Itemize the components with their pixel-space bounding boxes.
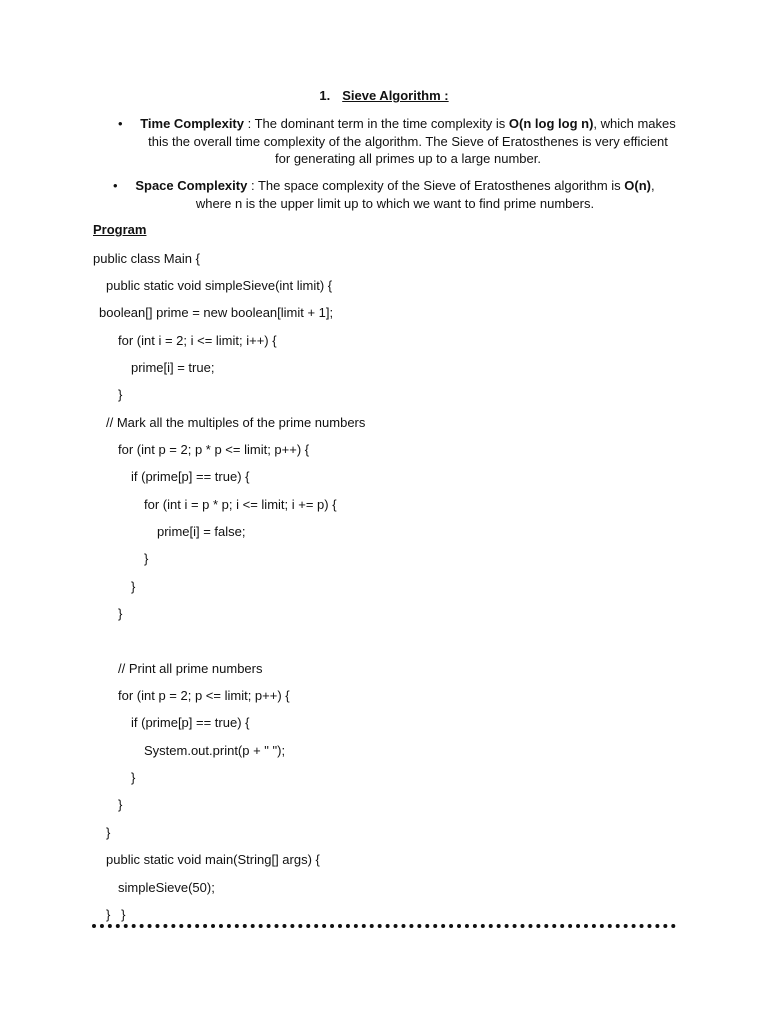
bullet-highlight: O(n log log n) [508, 116, 594, 131]
bullet-term: Space Complexity [135, 178, 248, 193]
code-line: for (int p = 2; p * p <= limit; p++) { [118, 442, 310, 457]
bullet-dot-icon: • [118, 116, 123, 131]
code-line: prime[i] = true; [131, 360, 215, 375]
code-line: simpleSieve(50); [118, 880, 215, 895]
code-line: if (prime[p] == true) { [131, 715, 250, 730]
code-line: } [118, 606, 123, 621]
section-heading [0, 88, 768, 103]
code-comment: // Mark all the multiples of the prime numbers [106, 415, 366, 430]
code-line: } [144, 551, 149, 566]
bullet-text: : The space complexity of the Sieve of Eratosthenes algorithm is [247, 178, 625, 193]
program-label: Program [93, 222, 147, 237]
code-line: boolean[] prime = new boolean[limit + 1]; [99, 305, 334, 320]
code-line: for (int i = 2; i <= limit; i++) { [118, 333, 277, 348]
code-line: } [106, 825, 111, 840]
code-line: public static void simpleSieve(int limit) { [106, 278, 333, 293]
bullet-dot-icon: • [113, 178, 118, 193]
code-line: } [131, 770, 136, 785]
code-line: } [131, 579, 136, 594]
bullet-term: Time Complexity [140, 116, 244, 131]
bullet-time-complexity [118, 115, 676, 168]
code-line: if (prime[p] == true) { [131, 469, 250, 484]
code-comment: // Print all prime numbers [118, 661, 263, 676]
code-line: for (int p = 2; p <= limit; p++) { [118, 688, 290, 703]
code-line: } } [106, 907, 126, 922]
code-line: } [118, 387, 123, 402]
bullet-space-complexity [113, 177, 655, 212]
bullet-text: , which makes this the overall time complexity of the algorithm. The Sieve of Eratosthenes is very efficient for generating all primes up to a large number. [148, 116, 676, 166]
dotted-divider [92, 924, 676, 928]
code-line: public class Main { [93, 251, 200, 266]
code-line: public static void main(String[] args) { [106, 852, 320, 867]
bullet-highlight: O(n) [624, 178, 652, 193]
bullet-text: , where n is the upper limit up to which we want to find prime numbers. [195, 178, 655, 211]
code-line: System.out.print(p + " "); [144, 743, 286, 758]
code-line: for (int i = p * p; i <= limit; i += p) { [144, 497, 337, 512]
section-title: Sieve Algorithm : [342, 88, 449, 103]
section-number: 1. [319, 88, 331, 103]
code-line: prime[i] = false; [157, 524, 246, 539]
bullet-text: : The dominant term in the time complexity is [244, 116, 509, 131]
code-line: } [118, 797, 123, 812]
